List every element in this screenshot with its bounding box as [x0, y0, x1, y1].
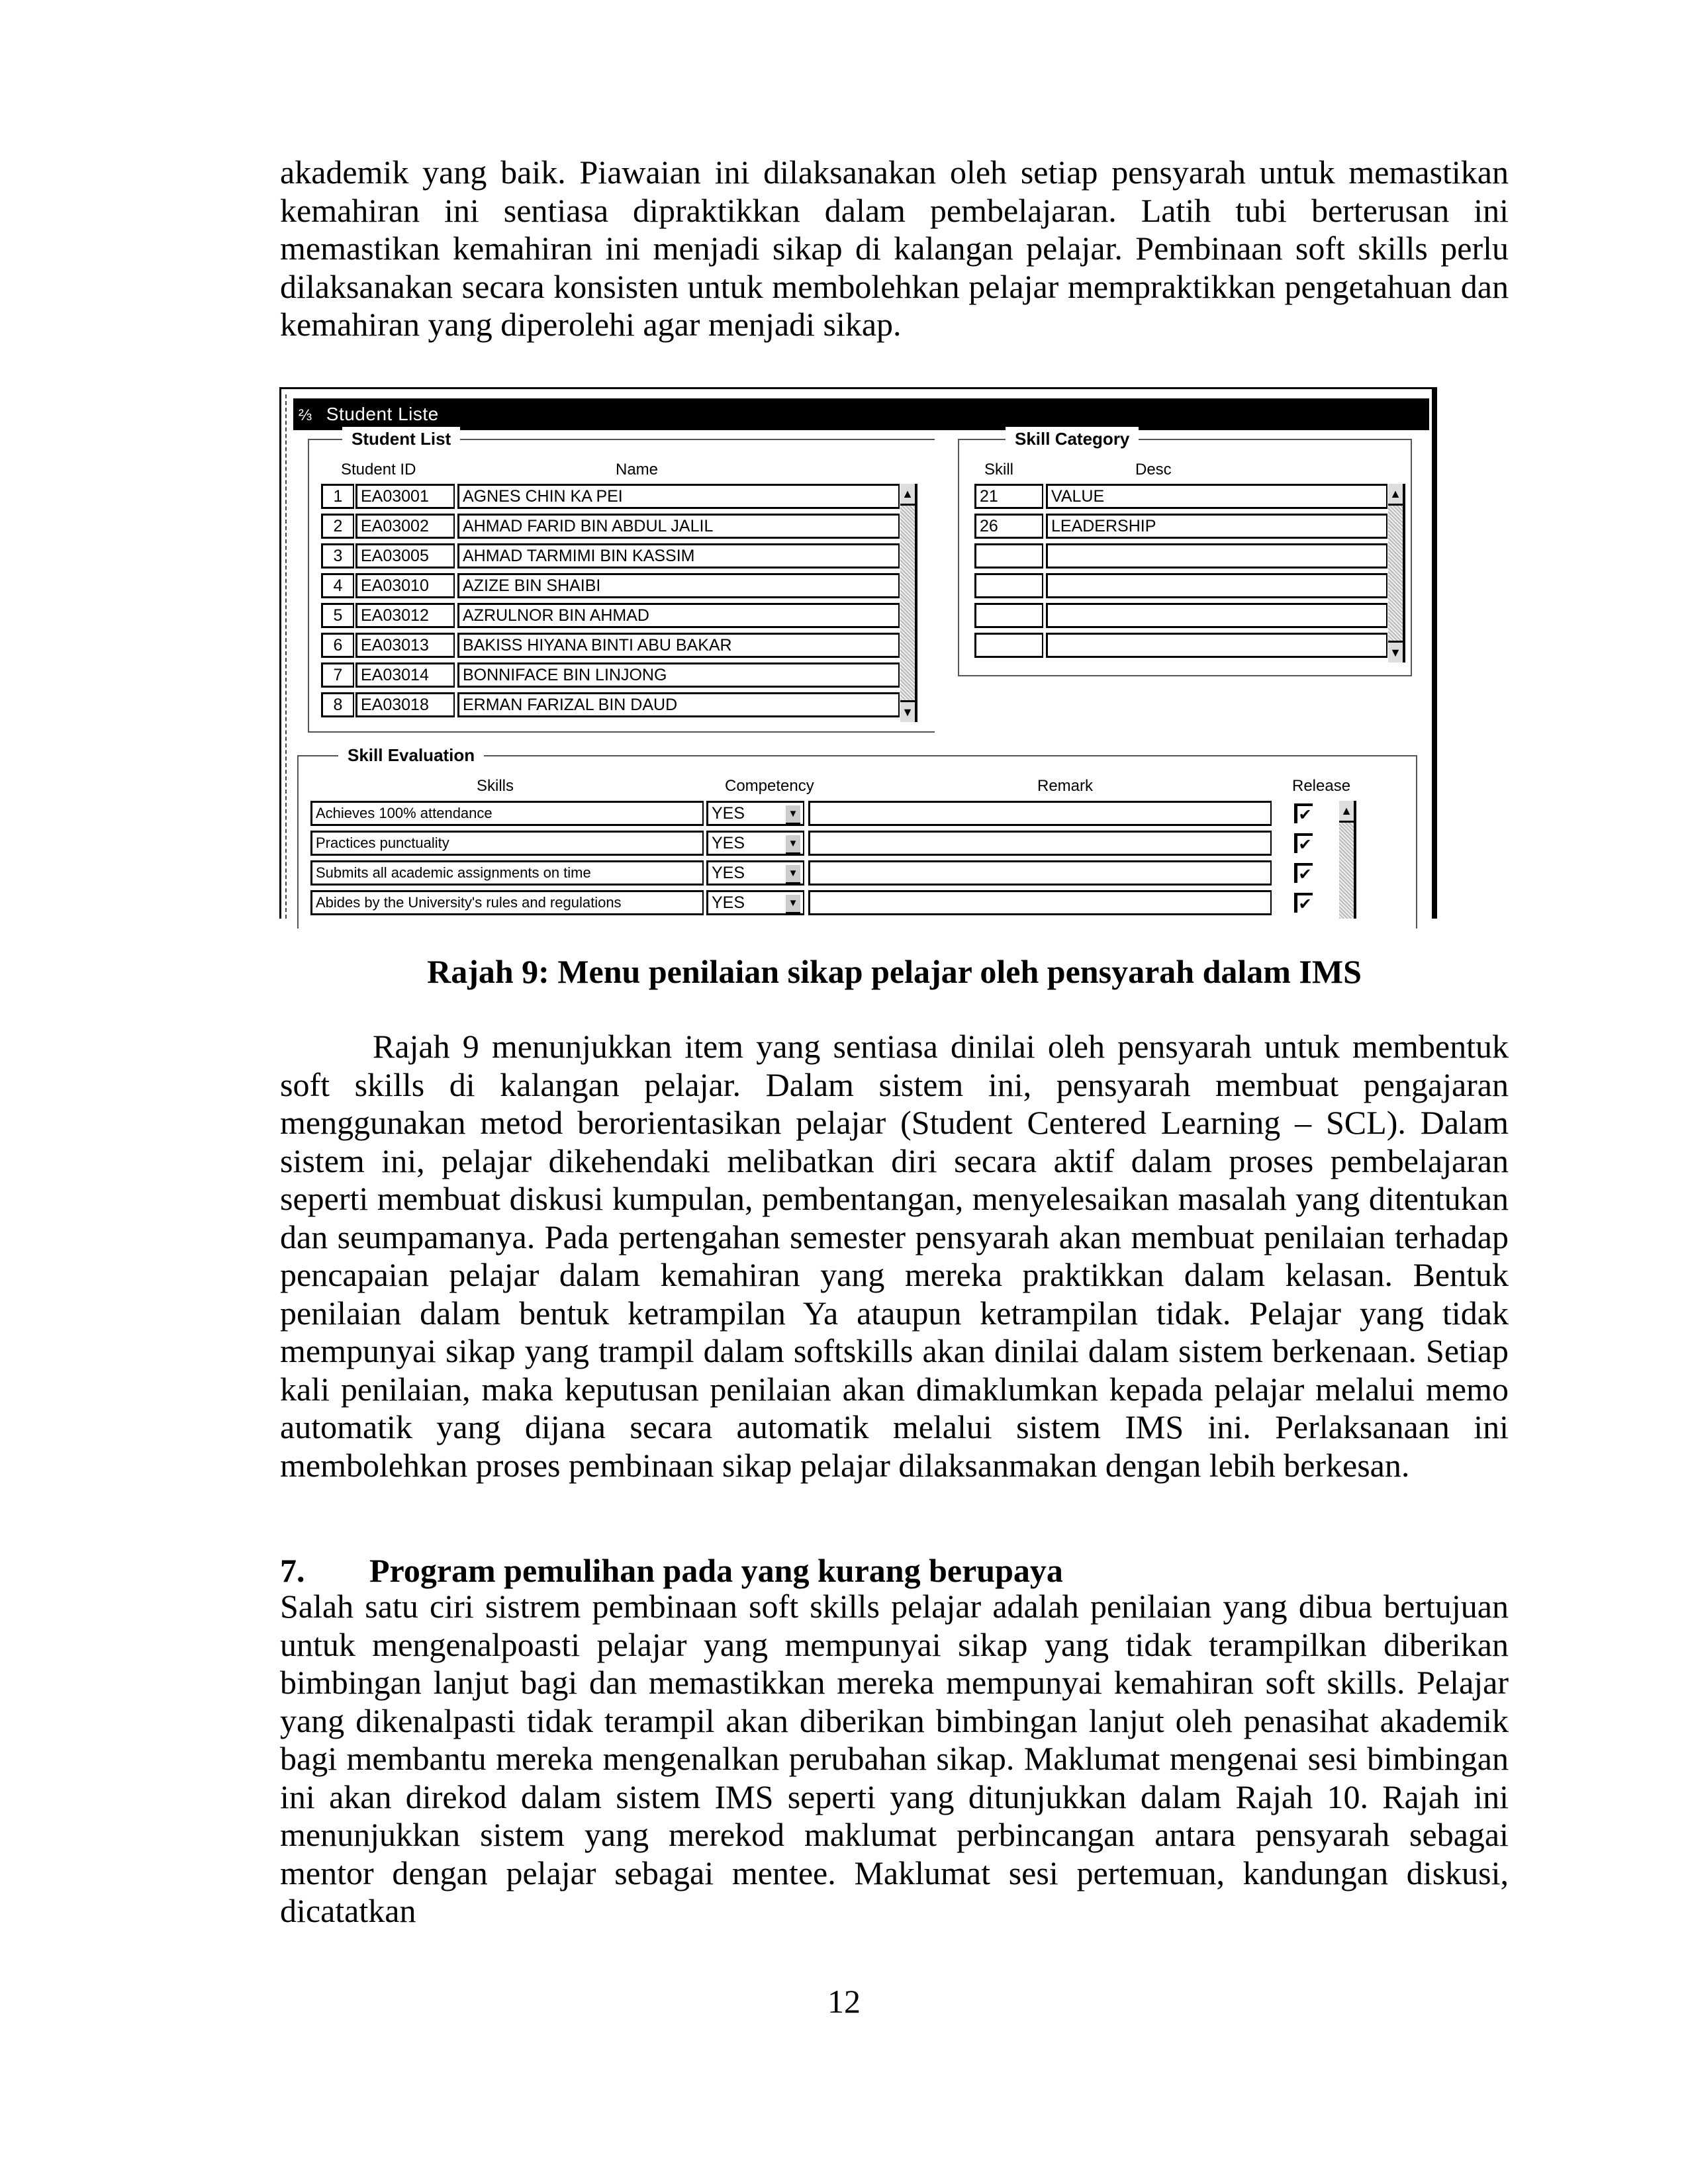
row-number: 7 — [321, 662, 354, 688]
row-number: 5 — [321, 603, 354, 628]
section-heading — [280, 1552, 1063, 1590]
scroll-up-icon[interactable]: ▲ — [900, 484, 915, 506]
student-name-field[interactable]: AZIZE BIN SHAIBI — [457, 573, 900, 598]
window-edge — [1432, 806, 1437, 919]
skill-category-legend: Skill Category — [1006, 427, 1139, 451]
skill-desc-field[interactable]: VALUE — [1046, 484, 1387, 509]
check-icon: ✔ — [1298, 836, 1312, 854]
student-id-field[interactable]: EA03010 — [355, 573, 455, 598]
row-number: 6 — [321, 633, 354, 658]
student-name-field[interactable]: ERMAN FARIZAL BIN DAUD — [457, 692, 900, 717]
skill-name-field: Submits all academic assignments on time — [310, 860, 704, 886]
skill-name-field: Achieves 100% attendance — [310, 801, 704, 826]
skill-code-field[interactable] — [974, 603, 1043, 628]
skill-desc-field[interactable] — [1046, 633, 1387, 658]
competency-value: YES — [712, 893, 745, 912]
row-number: 2 — [321, 514, 354, 539]
competency-dropdown[interactable] — [706, 860, 804, 886]
skill-code-field[interactable]: 21 — [974, 484, 1043, 509]
dropdown-arrow-icon[interactable]: ▼ — [786, 835, 800, 854]
col-name: Name — [616, 461, 659, 478]
skill-name-field: Abides by the University's rules and regulations — [310, 890, 704, 915]
skill-name-field: Practices punctuality — [310, 831, 704, 856]
section-number: 7. — [280, 1552, 305, 1589]
skill-category-scrollbar[interactable] — [1388, 484, 1405, 662]
competency-value: YES — [712, 864, 745, 882]
release-checkbox[interactable] — [1294, 863, 1313, 883]
student-list-scrollbar[interactable] — [900, 484, 917, 722]
col-competency: Competency — [725, 777, 814, 795]
remark-field[interactable] — [808, 860, 1272, 886]
skill-code-field[interactable] — [974, 633, 1043, 658]
intro-paragraph: akademik yang baik. Piawaian ini dilaksanakan oleh setiap pensyarah untuk memastikan kemahiran ini sentiasa dipraktikkan dalam pembelajaran. Latih tubi berterusan ini memastikan kemahiran ini menjadi sikap di kalangan pelajar. Pembinaan soft skills perlu dilaksanakan secara konsisten untuk membolehkan pelajar mempraktikkan pengetahuan dan kemahiran yang diperolehi agar menjadi sikap. — [280, 154, 1509, 343]
skill-desc-field[interactable] — [1046, 573, 1387, 598]
window-titlebar — [293, 398, 1429, 430]
figure-caption: Rajah 9: Menu penilaian sikap pelajar oleh pensyarah dalam IMS — [427, 953, 1362, 990]
scroll-up-icon[interactable]: ▲ — [1339, 801, 1354, 823]
skill-evaluation-scrollbar[interactable] — [1339, 801, 1356, 919]
check-icon: ✔ — [1298, 895, 1312, 913]
release-checkbox[interactable] — [1294, 803, 1313, 823]
body-paragraph-3: Salah satu ciri sistrem pembinaan soft skills pelajar adalah penilaian yang dibua bertujuan untuk mengenalpoasti pelajar yang mempunyai sikap yang tidak terampilkan diberikan bimbingan lanjut bagi dan memastikkan mereka mempunyai kemahiran soft skills. Pelajar yang dikenalpasti tidak terampil akan diberikan bimbingan lanjut oleh penasihat akademik bagi membantu mereka mengenalkan perubahan sikap. Maklumat mengenai sesi bimbingan ini akan direkod dalam sistem IMS seperti yang ditunjukkan dalam Rajah 10. Rajah ini menunjukkan sistem yang merekod maklumat perbincangan antara pensyarah sebagai mentor dengan pelajar sebagai mentee. Maklumat sesi pertemuan, kandungan diskusi, dicatatkan — [280, 1588, 1509, 1929]
row-number: 8 — [321, 692, 354, 717]
student-id-field[interactable]: EA03018 — [355, 692, 455, 717]
student-id-field[interactable]: EA03001 — [355, 484, 455, 509]
skill-code-field[interactable]: 26 — [974, 514, 1043, 539]
scroll-down-icon[interactable]: ▼ — [900, 700, 915, 722]
remark-field[interactable] — [808, 831, 1272, 856]
skill-code-field[interactable] — [974, 543, 1043, 569]
skill-desc-field[interactable] — [1046, 603, 1387, 628]
student-id-field[interactable]: EA03005 — [355, 543, 455, 569]
col-release: Release — [1292, 777, 1351, 795]
dropdown-arrow-icon[interactable]: ▼ — [786, 865, 800, 884]
section-title: Program pemulihan pada yang kurang berupaya — [369, 1552, 1063, 1589]
competency-value: YES — [712, 804, 745, 823]
competency-dropdown[interactable] — [706, 831, 804, 856]
student-id-field[interactable]: EA03013 — [355, 633, 455, 658]
student-name-field[interactable]: BONNIFACE BIN LINJONG — [457, 662, 900, 688]
release-checkbox[interactable] — [1294, 893, 1313, 913]
window-title: Student Liste — [326, 404, 439, 424]
row-number: 3 — [321, 543, 354, 569]
skill-desc-field[interactable]: LEADERSHIP — [1046, 514, 1387, 539]
dropdown-arrow-icon[interactable]: ▼ — [786, 895, 800, 914]
col-skill: Skill — [984, 461, 1014, 478]
dropdown-arrow-icon[interactable]: ▼ — [786, 805, 800, 825]
remark-field[interactable] — [808, 801, 1272, 826]
student-name-field[interactable]: AHMAD TARMIMI BIN KASSIM — [457, 543, 900, 569]
col-skills: Skills — [477, 777, 514, 795]
release-checkbox[interactable] — [1294, 833, 1313, 853]
student-lists-window — [279, 387, 1437, 919]
check-icon: ✔ — [1298, 866, 1312, 884]
remark-field[interactable] — [808, 890, 1272, 915]
student-name-field[interactable]: AZRULNOR BIN AHMAD — [457, 603, 900, 628]
student-list-legend: Student List — [342, 427, 460, 451]
app-icon: ⅔ — [299, 406, 312, 424]
col-remark: Remark — [1037, 777, 1094, 795]
check-icon: ✔ — [1298, 806, 1312, 824]
col-student-id: Student ID — [341, 461, 416, 478]
skill-evaluation-legend: Skill Evaluation — [338, 743, 484, 767]
student-name-field[interactable]: AGNES CHIN KA PEI — [457, 484, 900, 509]
row-number: 1 — [321, 484, 354, 509]
skill-desc-field[interactable] — [1046, 543, 1387, 569]
scroll-down-icon[interactable]: ▼ — [1388, 641, 1403, 662]
student-id-field[interactable]: EA03014 — [355, 662, 455, 688]
skill-code-field[interactable] — [974, 573, 1043, 598]
col-desc: Desc — [1135, 461, 1172, 478]
student-id-field[interactable]: EA03012 — [355, 603, 455, 628]
row-number: 4 — [321, 573, 354, 598]
body-paragraph-2: Rajah 9 menunjukkan item yang sentiasa dinilai oleh pensyarah untuk membentuk soft skills di kalangan pelajar. Dalam sistem ini, pensyarah membuat pengajaran menggunakan metod berorientasikan pelajar (Student Centered Learning – SCL). Dalam sistem ini, pelajar dikehendaki melibatkan diri secara aktif dalam proses pembelajaran seperti membuat diskusi kumpulan, pembentangan, menyelesaikan masalah yang ditentukan dan seumpamanya. Pada pertengahan semester pensyarah akan membuat penilaian terhadap pencapaian pelajar dalam kemahiran yang mereka praktikkan dalam kelasan. Bentuk penilaian dalam bentuk ketrampilan Ya ataupun ketrampilan tidak. Pelajar yang tidak mempunyai sikap yang trampil dalam softskills akan dinilai dalam sistem berkenaan. Setiap kali penilaian, maka keputusan penilaian akan dimaklumkan kepada pelajar melalui memo automatik yang dijana secara automatik melalui sistem IMS ini. Perlaksanaan ini membolehkan proses pembinaan sikap pelajar dilaksanmakan dengan lebih berkesan. — [280, 1028, 1509, 1484]
student-id-field[interactable]: EA03002 — [355, 514, 455, 539]
competency-dropdown[interactable] — [706, 890, 804, 915]
competency-value: YES — [712, 834, 745, 852]
student-name-field[interactable]: BAKISS HIYANA BINTI ABU BAKAR — [457, 633, 900, 658]
page-number: 12 — [827, 1983, 861, 2020]
student-name-field[interactable]: AHMAD FARID BIN ABDUL JALIL — [457, 514, 900, 539]
scroll-up-icon[interactable]: ▲ — [1388, 484, 1403, 506]
competency-dropdown[interactable] — [706, 801, 804, 826]
